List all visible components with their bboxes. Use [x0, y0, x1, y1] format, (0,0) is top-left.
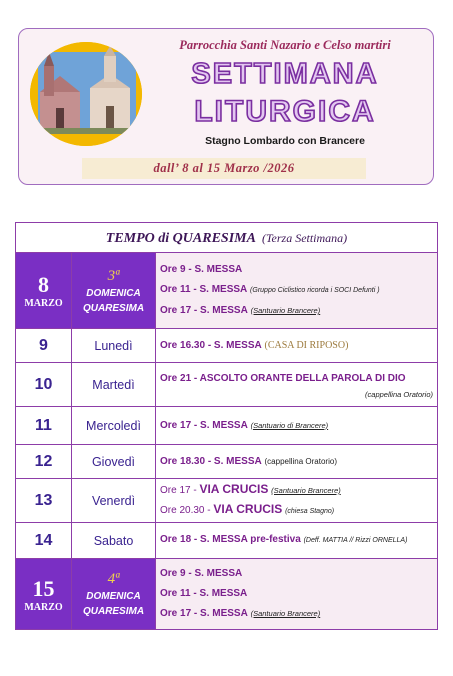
schedule-table [15, 222, 438, 630]
day-row [16, 253, 437, 329]
events-cell [156, 407, 437, 444]
event-item: Ore 11 - S. MESSA (Gruppo Ciclistico ricorda i SOCI Defunti ) [160, 284, 380, 295]
date-number: 9 [16, 329, 72, 362]
event-item: Ore 18 - S. MESSA pre-festiva (Deff. MATTIA // Rizzi ORNELLA) [160, 534, 408, 545]
date-cell [16, 559, 72, 629]
date-number: 8 [38, 272, 49, 297]
event-item: Ore 18.30 - S. MESSA (cappellina Oratorio) [160, 455, 337, 467]
sunday-ordinal: 4ª [107, 571, 120, 587]
event-note: (Santuario Brancere) [250, 609, 321, 618]
day-row [16, 445, 437, 479]
events-cell [156, 363, 437, 406]
date-month: MARZO [24, 298, 63, 309]
location: Stagno Lombardo con Brancere [205, 135, 365, 147]
date-cell [16, 253, 72, 328]
event-note: (Deff. MATTIA // Rizzi ORNELLA) [303, 537, 408, 544]
event-item: Ore 16.30 - S. MESSA (CASA DI RIPOSO) [160, 339, 349, 351]
day-name: Martedì [72, 363, 156, 406]
day-season: QUARESIMA [82, 606, 145, 617]
day-name: Giovedì [72, 445, 156, 478]
date-number: 10 [16, 363, 72, 406]
parish-name: Parrocchia Santi Nazario e Celso martiri [179, 38, 391, 52]
church-photo [30, 42, 142, 146]
season-title: TEMPO di QUARESIMA [105, 231, 256, 246]
date-number: 12 [16, 445, 72, 478]
event-note: (Santuario di Brancere) [250, 420, 329, 430]
day-cell [72, 253, 156, 328]
event-note: (CASA DI RIPOSO) [264, 339, 349, 351]
date-number: 14 [16, 523, 72, 558]
season-subtitle: (Terza Settimana) [261, 231, 348, 245]
event-item: Ore 17 - S. MESSA (Santuario Brancere) [160, 305, 321, 316]
title-line-1: SETTIMANA [191, 58, 379, 90]
day-name: Mercoledì [72, 407, 156, 444]
season-header [16, 223, 437, 253]
event-item: Ore 17 - S. MESSA (Santuario di Brancere) [160, 419, 329, 431]
events-cell [156, 479, 437, 522]
event-item: Ore 20.30 - VIA CRUCIS (chiesa Stagno) [160, 502, 335, 516]
day-row [16, 523, 437, 559]
events-cell [156, 329, 437, 362]
event-note: (Santuario Brancere) [250, 306, 321, 315]
day-row [16, 329, 437, 363]
day-season: QUARESIMA [82, 302, 145, 314]
day-row [16, 559, 437, 629]
date-number: 15 [32, 575, 55, 601]
day-name: Lunedì [72, 329, 156, 362]
date-range: dall’ 8 al 15 Marzo /2026 [82, 158, 366, 179]
event-item: Ore 17 - VIA CRUCIS (Santuario Brancere) [160, 482, 341, 496]
event-item: Ore 9 - S. MESSA [160, 568, 243, 579]
day-row [16, 479, 437, 523]
events-cell [156, 445, 437, 478]
date-number: 11 [16, 407, 72, 444]
day-name: DOMENICA [86, 591, 141, 602]
event-item: Ore 17 - S. MESSA (Santuario Brancere) [160, 608, 321, 619]
event-item: Ore 9 - S. MESSA [160, 264, 243, 275]
day-name: DOMENICA [86, 287, 141, 299]
event-note: (cappellina Oratorio) [365, 389, 433, 399]
day-row [16, 407, 437, 445]
church-illustration [30, 42, 142, 146]
day-row [16, 363, 437, 407]
events-cell [156, 523, 437, 558]
event-note: (chiesa Stagno) [285, 508, 335, 515]
day-name: Venerdì [72, 479, 156, 522]
sunday-ordinal: 3ª [107, 267, 120, 284]
event-item: Ore 21 - ASCOLTO ORANTE DELLA PAROLA DI DIO [160, 372, 406, 384]
date-number: 13 [16, 479, 72, 522]
day-name: Sabato [72, 523, 156, 558]
title-line-2: LITURGICA [194, 95, 376, 128]
events-cell [156, 253, 437, 328]
event-item: Ore 11 - S. MESSA [160, 588, 248, 599]
event-note: (Santuario Brancere) [271, 486, 341, 495]
event-note: (Gruppo Ciclistico ricorda i SOCI Defunti ) [250, 287, 380, 294]
event-note: (cappellina Oratorio) [264, 456, 337, 466]
events-cell [156, 559, 437, 629]
day-cell [72, 559, 156, 629]
date-month: MARZO [24, 601, 63, 613]
